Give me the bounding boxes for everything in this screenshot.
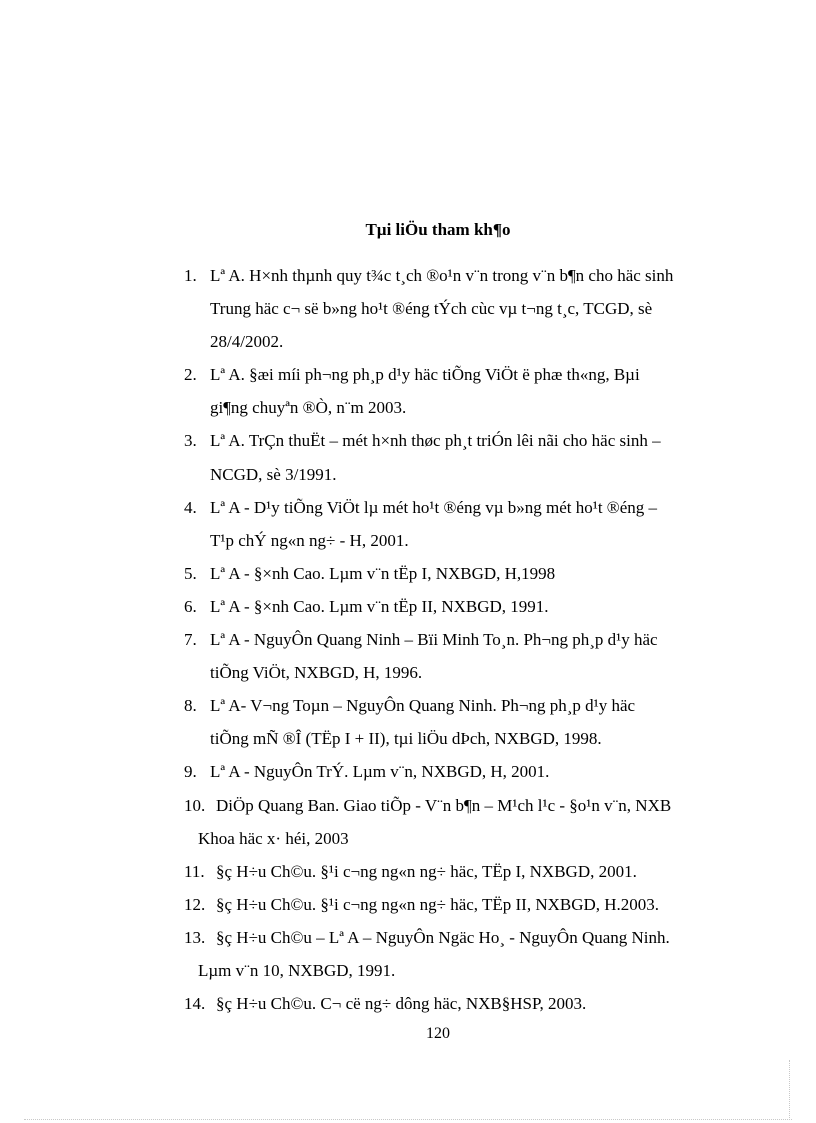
reference-number: 1. (184, 266, 197, 285)
reference-text-line: §ç H÷u Ch©u. C¬ cë ng÷ dông häc, NXB§HSP, 2003. (216, 994, 587, 1014)
reference-number: 3. (184, 431, 197, 451)
reference-text-line: T¹p chÝ ng«n ng÷ - H, 2001. (210, 530, 409, 550)
footer-divider (24, 1119, 792, 1120)
reference-number: 13. (184, 927, 206, 947)
reference-text-line: Lª A- V¬ng Toµn – NguyÔn Quang Ninh. Ph¬ng ph¸p d¹y häc (210, 696, 636, 716)
reference-text-line: tiÕng mÑ ®Î (TËp I + II), tµi liÖu dÞch, NXBGD, 1998. (210, 729, 602, 749)
reference-text-line: Lª A - §×nh Cao. Lµm v¨n tËp II, NXBGD, 1991. (210, 596, 549, 616)
reference-text-line: Lª A. TrÇn thuËt – mét h×nh thøc ph¸t triÓn lêi nãi cho häc sinh – (210, 431, 661, 451)
reference-text-line: tiÕng ViÖt, NXBGD, H, 1996. (210, 663, 423, 683)
reference-text-line: §ç H÷u Ch©u – Lª A – NguyÔn Ngäc Ho¸ - NguyÔn Quang Ninh. (216, 927, 670, 947)
reference-text-line: Lª A - NguyÔn Quang Ninh – Bïi Minh To¸n. Ph¬ng ph¸p d¹y häc (210, 630, 658, 650)
reference-text-line: Lª A. H×nh thµnh quy t¾c t¸ch ®o¹n v¨n trong v¨n b¶n cho häc sinh (210, 266, 674, 285)
reference-item (184, 557, 729, 590)
reference-text-line: Lª A. §æi míi ph¬ng ph¸p d¹y häc tiÕng ViÖt ë phæ th«ng, Bµi (210, 365, 640, 385)
reference-number: 7. (184, 630, 197, 650)
reference-text-line: Trung häc c¬ së b»ng ho¹t ®éng tÝch cùc vµ t¬ng t¸c, TCGD, sè (210, 299, 653, 319)
reference-item (184, 789, 729, 855)
reference-number: 12. (184, 894, 206, 914)
reference-item (184, 689, 729, 755)
reference-number: 9. (184, 762, 197, 782)
reference-text-line: §ç H÷u Ch©u. §¹i c¬ng ng«n ng÷ häc, TËp II, NXBGD, H.2003. (216, 894, 660, 914)
reference-item (184, 358, 729, 424)
reference-item (184, 491, 729, 557)
reference-text-line: gi¶ng chuyªn ®Ò, n¨m 2003. (210, 398, 407, 418)
reference-number: 8. (184, 696, 197, 716)
reference-text-line: 28/4/2002. (210, 332, 284, 352)
reference-item (184, 755, 729, 788)
reference-item (184, 987, 729, 1020)
reference-number: 2. (184, 365, 197, 385)
margin-divider (789, 1060, 790, 1120)
page-number: 120 (426, 1025, 450, 1042)
reference-text-line: Lµm v¨n 10, NXBGD, 1991. (198, 960, 396, 980)
reference-text-line: Khoa häc x· héi, 2003 (198, 828, 349, 848)
reference-text-line: Lª A - NguyÔn TrÝ. Lµm v¨n, NXBGD, H, 2001. (210, 762, 550, 782)
reference-number: 6. (184, 596, 197, 616)
reference-number: 4. (184, 497, 197, 517)
reference-text-line: §ç H÷u Ch©u. §¹i c¬ng ng«n ng÷ häc, TËp I, NXBGD, 2001. (216, 861, 637, 881)
reference-list (184, 259, 729, 1020)
reference-text-line: NCGD, sè 3/1991. (210, 464, 337, 484)
reference-item (184, 921, 729, 987)
reference-item (184, 623, 729, 689)
reference-text-line: Lª A - D¹y tiÕng ViÖt lµ mét ho¹t ®éng vµ b»ng mét ho¹t ®éng – (210, 497, 658, 517)
reference-item (184, 888, 729, 921)
reference-item (184, 590, 729, 623)
reference-item (184, 855, 729, 888)
reference-number: 11. (184, 861, 205, 881)
reference-item (184, 259, 729, 358)
reference-text-line: DiÖp Quang Ban. Giao tiÕp - V¨n b¶n – M¹ch l¹c - §o¹n v¨n, NXB (216, 795, 672, 815)
reference-number: 10. (184, 795, 206, 815)
reference-number: 5. (184, 563, 197, 583)
document-title: Tµi liÖu tham kh¶o (365, 220, 511, 239)
reference-number: 14. (184, 994, 206, 1014)
reference-item (184, 424, 729, 490)
reference-text-line: Lª A - §×nh Cao. Lµm v¨n tËp I, NXBGD, H,1998 (210, 563, 556, 583)
